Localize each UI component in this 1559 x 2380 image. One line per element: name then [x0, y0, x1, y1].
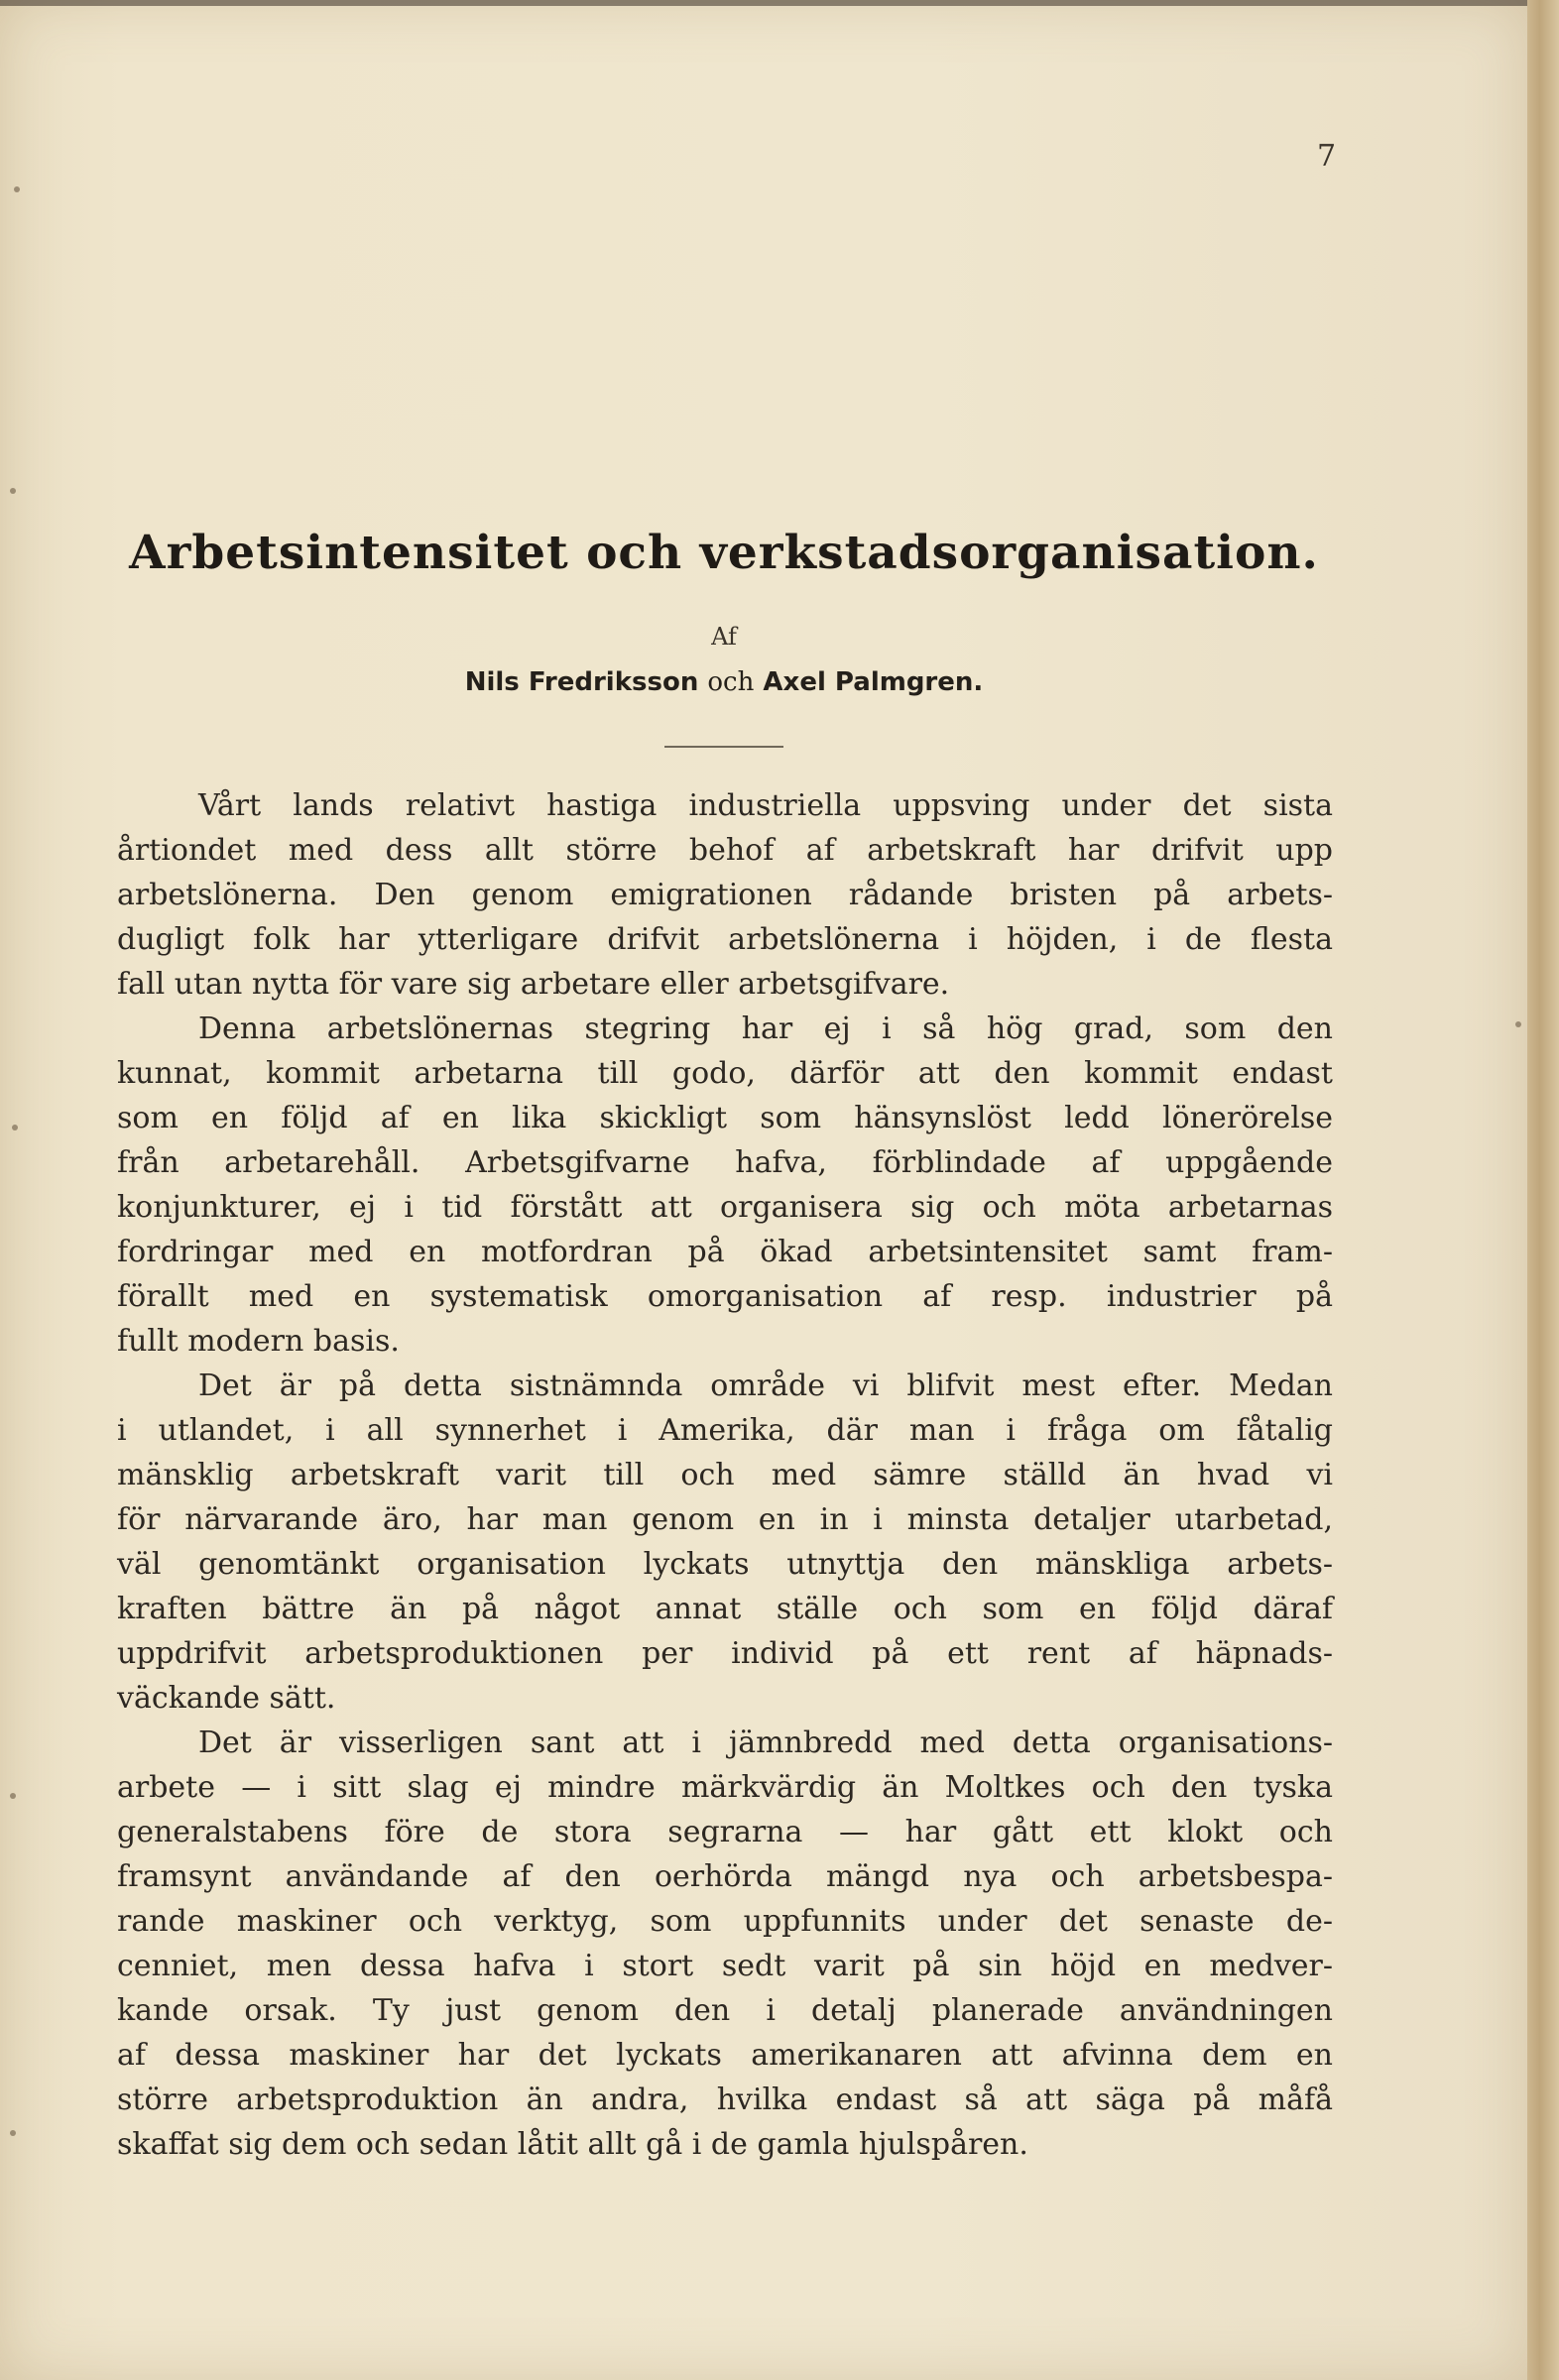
text-line: för närvarande äro, har man genom en in i minsta detaljer utarbetad, [117, 1502, 1333, 1537]
text-line: uppdrifvit arbetsproduktionen per individ på ett rent af häpnads- [117, 1636, 1333, 1671]
text-line: generalstabens före de stora segrarna — har gått ett klokt och [117, 1815, 1333, 1849]
title-divider [664, 746, 783, 748]
text-line: framsynt användande af den oerhörda mängd nya och arbetsbespa- [117, 1859, 1333, 1894]
text-line: kande orsak. Ty just genom den i detalj planerade användningen [117, 1993, 1333, 2028]
paper-speck [10, 488, 16, 494]
text-line: kunnat, kommit arbetarna till godo, därför att den kommit endast [117, 1056, 1333, 1091]
text-line: rande maskiner och verktyg, som uppfunnits under det senaste de- [117, 1904, 1333, 1939]
text-line: Denna arbetslönernas stegring har ej i så hög grad, som den [198, 1012, 1333, 1046]
paper-speck [10, 2130, 16, 2136]
author-name: Nils Fredriksson [464, 667, 699, 697]
text-line: dugligt folk har ytterligare drifvit arbetslönerna i höjden, i de flesta [117, 922, 1333, 957]
text-line: cenniet, men dessa hafva i stort sedt varit på sin höjd en medver- [117, 1949, 1333, 1983]
text-line: större arbetsproduktion än andra, hvilka endast så att säga på måfå [117, 2082, 1333, 2117]
author-line [119, 667, 1329, 697]
text-line: kraften bättre än på något annat ställe och som en följd däraf [117, 1592, 1333, 1626]
text-line: väl genomtänkt organisation lyckats utnyttja den mänskliga arbets- [117, 1547, 1333, 1582]
text-line: Det är på detta sistnämnda område vi blifvit mest efter. Medan [198, 1368, 1333, 1403]
paper-speck [1515, 1021, 1521, 1027]
text-line: mänsklig arbetskraft varit till och med sämre ställd än hvad vi [117, 1458, 1333, 1492]
text-line: som en följd af en lika skickligt som hänsynslöst ledd lönerörelse [117, 1101, 1333, 1135]
text-line: arbetslönerna. Den genom emigrationen rådande bristen på arbets- [117, 878, 1333, 912]
text-line: årtiondet med dess allt större behof af arbetskraft har drifvit upp [117, 833, 1333, 868]
text-line: Det är visserligen sant att i jämnbredd med detta organisations- [198, 1726, 1333, 1760]
page-number: 7 [1317, 139, 1337, 174]
text-line: förallt med en systematisk omorganisation af resp. industrier på [117, 1279, 1333, 1314]
author-joiner: och [707, 667, 755, 697]
page-top-edge [0, 0, 1527, 6]
page-edge [1527, 0, 1559, 2380]
text-line: fordringar med en motfordran på ökad arbetsintensitet samt fram- [117, 1235, 1333, 1269]
text-line: väckande sätt. [117, 1681, 336, 1716]
article-title: Arbetsintensitet och verkstadsorganisation. [129, 526, 1319, 580]
text-line: Vårt lands relativt hastiga industriella uppsving under det sista [198, 788, 1333, 823]
paper-speck [12, 1125, 18, 1130]
text-line: fall utan nytta för vare sig arbetare eller arbetsgifvare. [117, 967, 950, 1002]
paper-speck [10, 1793, 16, 1799]
text-line: fullt modern basis. [117, 1324, 400, 1359]
text-line: arbete — i sitt slag ej mindre märkvärdig än Moltkes och den tyska [117, 1770, 1333, 1805]
text-line: konjunkturer, ej i tid förstått att organisera sig och möta arbetarnas [117, 1190, 1333, 1225]
paper-speck [14, 186, 20, 192]
text-line: af dessa maskiner har det lyckats amerikanaren att afvinna dem en [117, 2038, 1333, 2073]
author-name: Axel Palmgren. [763, 667, 984, 697]
text-line: från arbetarehåll. Arbetsgifvarne hafva, förblindade af uppgående [117, 1145, 1333, 1180]
text-line: i utlandet, i all synnerhet i Amerika, där man i fråga om fåtalig [117, 1413, 1333, 1448]
byline-prefix: Af [711, 623, 737, 651]
text-line: skaffat sig dem och sedan låtit allt gå i de gamla hjulspåren. [117, 2127, 1028, 2162]
article-body [117, 783, 1333, 2167]
